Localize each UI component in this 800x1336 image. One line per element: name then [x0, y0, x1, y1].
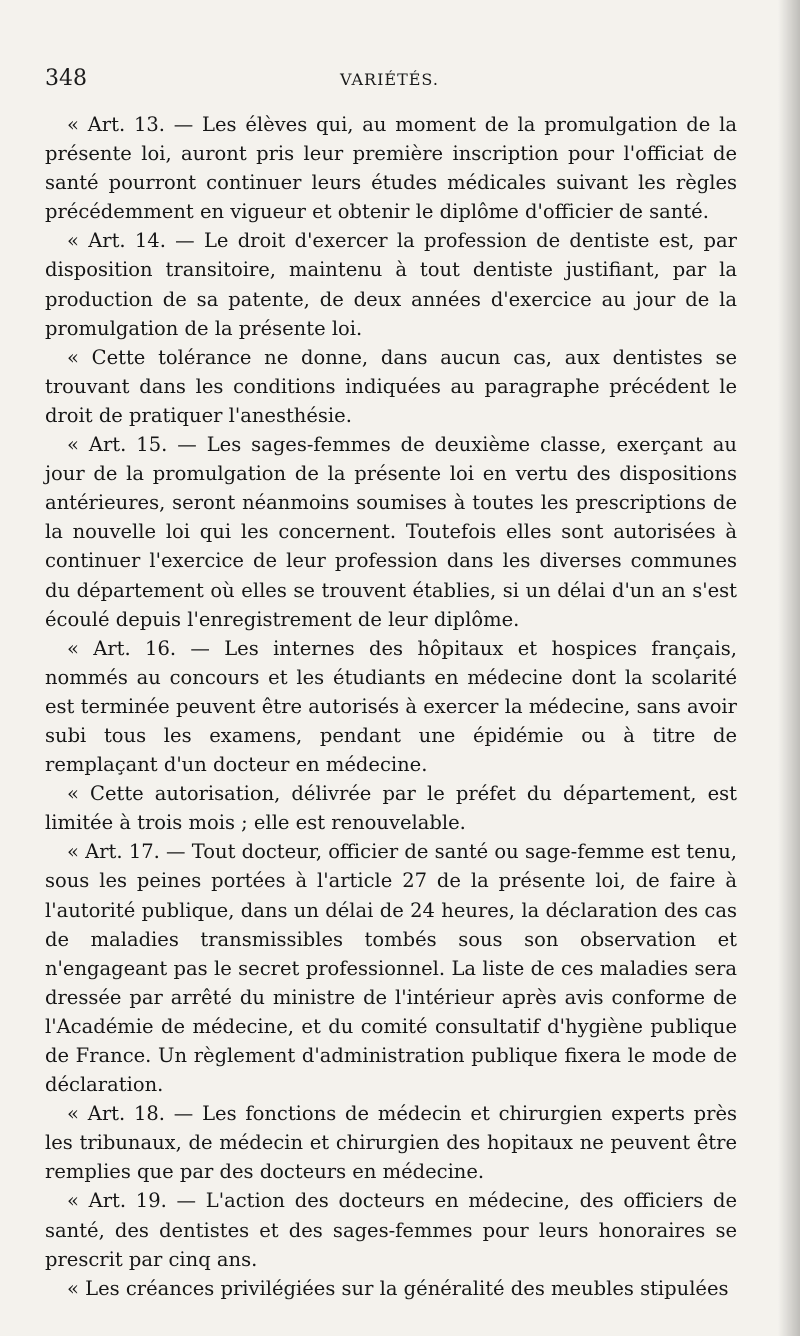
paragraph-art-13: « Art. 13. — Les élèves qui, au moment de la promulgation de la présente loi, auront pris leur première inscription pour l'officiat de santé pourront continuer leurs études médicales suivant les règles précédemment en vigueur et obtenir le diplôme d'officier de santé.	[45, 113, 737, 224]
page-header	[45, 66, 735, 96]
paragraph-art-18: « Art. 18. — Les fonctions de médecin et chirurgien experts près les tribunaux, de médecin et chirurgien des hopitaux ne peuvent être remplies que par des docteurs en médecine.	[45, 1102, 737, 1184]
page-edge-shadow	[778, 0, 800, 1336]
paragraph-art-15: « Art. 15. — Les sages-femmes de deuxième classe, exerçant au jour de la promulgation de la présente loi en vertu des dispositions antérieures, seront néanmoins soumises à toutes les prescriptions de la nouvelle loi qui les concernent. Toutefois elles sont autorisées à continuer l'exercice de leur profession dans les diverses communes du département où elles se trouvent établies, si un délai d'un an s'est écoulé depuis l'enregistrement de leur diplôme.	[45, 433, 737, 631]
paragraph-dentist-tolerance: « Cette tolérance ne donne, dans aucun cas, aux dentistes se trouvant dans les conditions indiquées au paragraphe précédent le droit de pratiquer l'anesthésie.	[45, 345, 737, 427]
paragraph-art-14: « Art. 14. — Le droit d'exercer la profession de dentiste est, par disposition transitoire, maintenu à tout dentiste justifiant, par la production de sa patente, de deux années d'exercice au jour de la promulgation de la présente loi.	[45, 229, 737, 340]
paragraph-art-17: « Art. 17. — Tout docteur, officier de santé ou sage-femme est tenu, sous les peines portées à l'article 27 de la présente loi, de faire à l'autorité publique, dans un délai de 24 heures, la déclaration des cas de maladies transmissibles tombés sous son observation et n'engageant pas le secret professionnel. La liste de ces maladies sera dressée par arrêté du ministre de l'intérieur après avis conforme de l'Académie de médecine, et du comité consultatif d'hygiène publique de France. Un règlement d'administration publique fixera le mode de déclaration.	[45, 840, 737, 1097]
paragraph-art-19: « Art. 19. — L'action des docteurs en médecine, des officiers de santé, des dentistes et des sages-femmes pour leurs honoraires se prescrit par cinq ans.	[45, 1189, 737, 1271]
paragraph-art-16: « Art. 16. — Les internes des hôpitaux et hospices français, nommés au concours et les étudiants en médecine dont la scolarité est terminée peuvent être autorisés à exercer la médecine, sans avoir subi tous les examens, pendant une épidémie ou à titre de remplaçant d'un docteur en médecine.	[45, 636, 737, 777]
body-text	[45, 110, 737, 1303]
running-title: VARIÉTÉS.	[340, 70, 439, 89]
page-number: 348	[45, 66, 87, 91]
paragraph-authorization: « Cette autorisation, délivrée par le préfet du département, est limitée à trois mois ; elle est renouvelable.	[45, 782, 737, 835]
paragraph-privileged-claims: « Les créances privilégiées sur la généralité des meubles stipulées	[67, 1276, 729, 1300]
